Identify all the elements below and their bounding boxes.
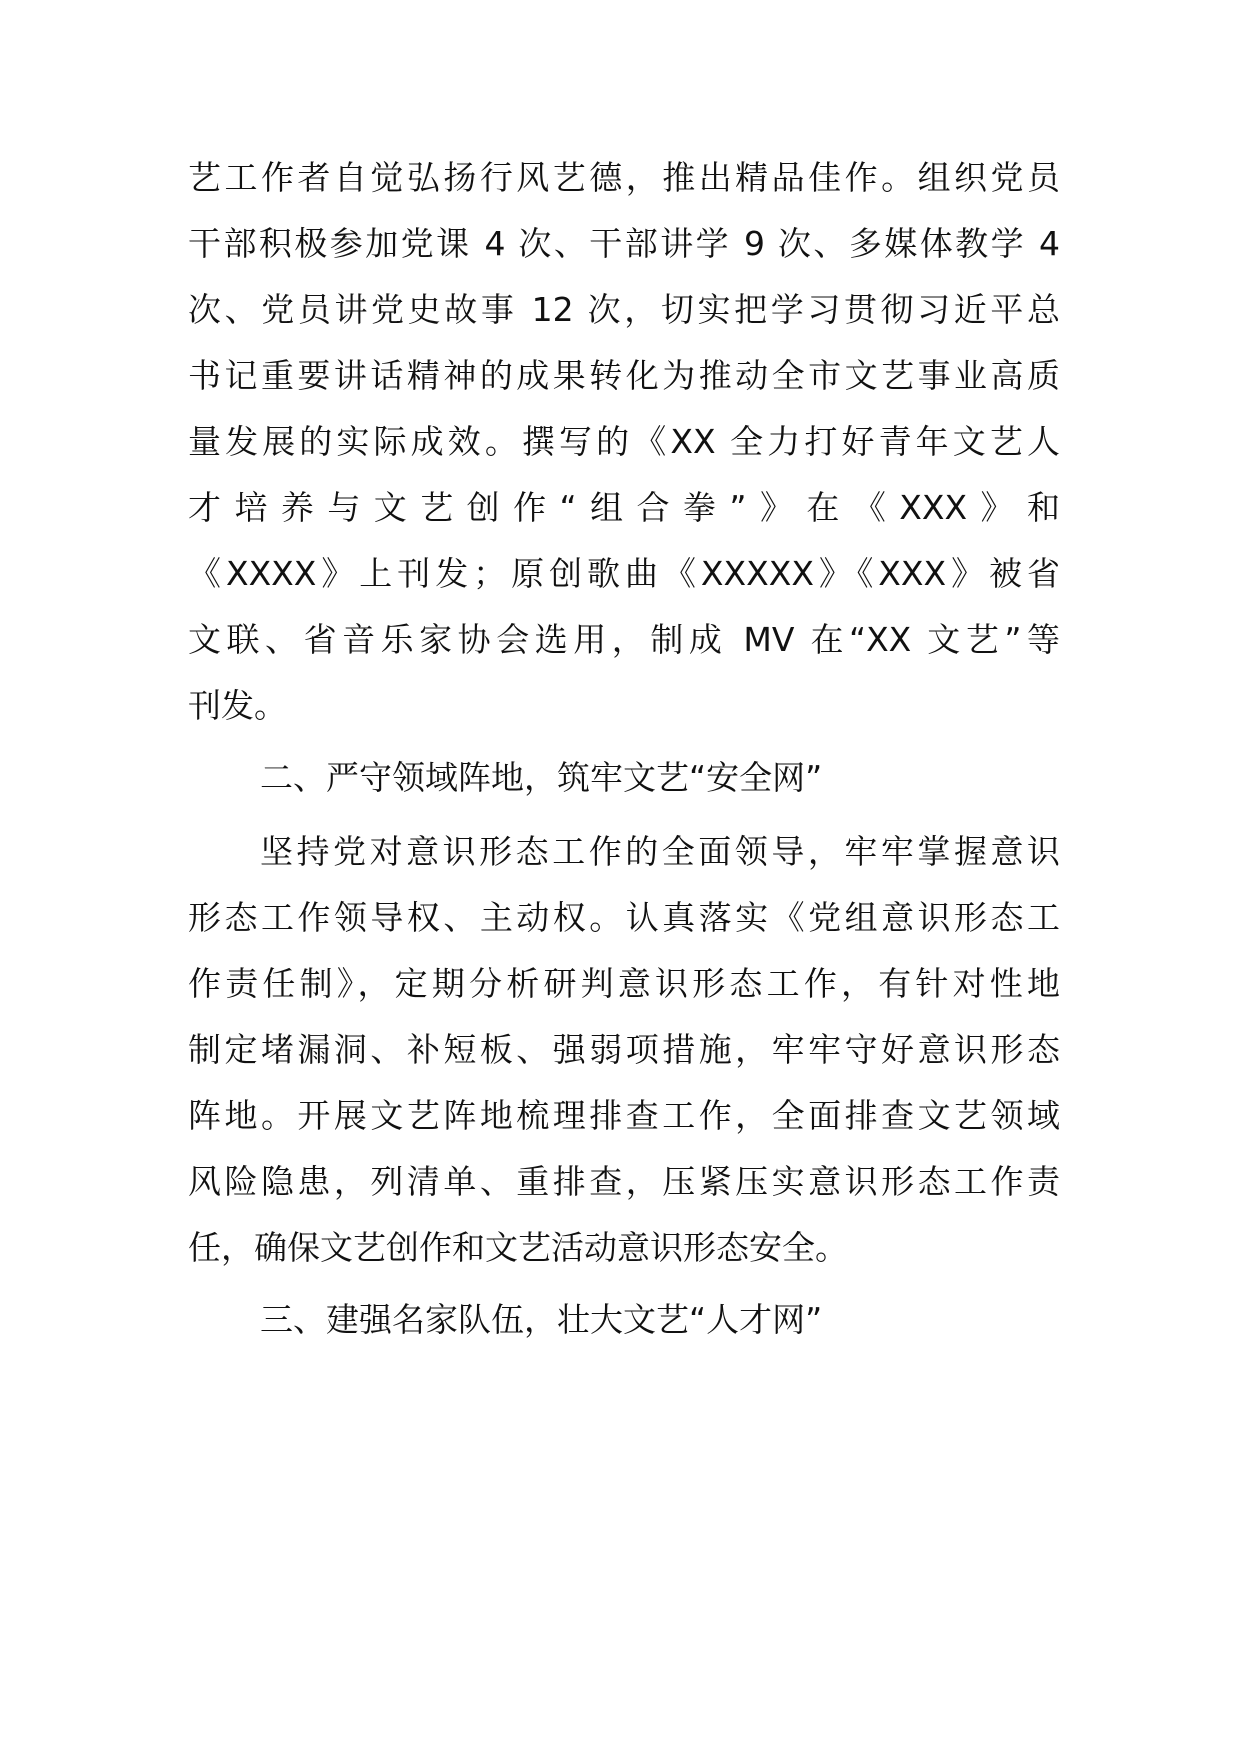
section-heading-3: 三、建强名家队伍，壮大文艺“人才网” [260, 1300, 823, 1339]
paragraph-line: 作责任制》，定期分析研判意识形态工作，有针对性地 [188, 964, 1060, 1003]
paragraph-line: 次、党员讲党史故事 12 次，切实把学习贯彻习近平总 [188, 290, 1060, 329]
paragraph-line: 任，确保文艺创作和文艺活动意识形态安全。 [188, 1228, 848, 1267]
paragraph-line: 制定堵漏洞、补短板、强弱项措施，牢牢守好意识形态 [188, 1030, 1060, 1069]
paragraph-line: 艺工作者自觉弘扬行风艺德，推出精品佳作。组织党员 [188, 158, 1060, 197]
paragraph-line: 才培养与文艺创作“组合拳”》在《XXX》和 [188, 488, 1060, 527]
paragraph-line: 坚持党对意识形态工作的全面领导，牢牢掌握意识 [260, 832, 1060, 871]
paragraph-line: 《XXXX》上刊发；原创歌曲《XXXXX》《XXX》被省 [188, 554, 1060, 593]
paragraph-line: 形态工作领导权、主动权。认真落实《党组意识形态工 [188, 898, 1060, 937]
paragraph-line: 干部积极参加党课 4 次、干部讲学 9 次、多媒体教学 4 [188, 224, 1060, 263]
paragraph-line: 书记重要讲话精神的成果转化为推动全市文艺事业高质 [188, 356, 1060, 395]
paragraph-line: 量发展的实际成效。撰写的《XX 全力打好青年文艺人 [188, 422, 1060, 461]
section-heading-2: 二、严守领域阵地，筑牢文艺“安全网” [260, 758, 823, 797]
paragraph-line: 刊发。 [188, 686, 287, 725]
paragraph-line: 阵地。开展文艺阵地梳理排查工作，全面排查文艺领域 [188, 1096, 1060, 1135]
paragraph-line: 风险隐患，列清单、重排查，压紧压实意识形态工作责 [188, 1162, 1060, 1201]
paragraph-line: 文联、省音乐家协会选用，制成 MV 在“XX 文艺”等 [188, 620, 1060, 659]
